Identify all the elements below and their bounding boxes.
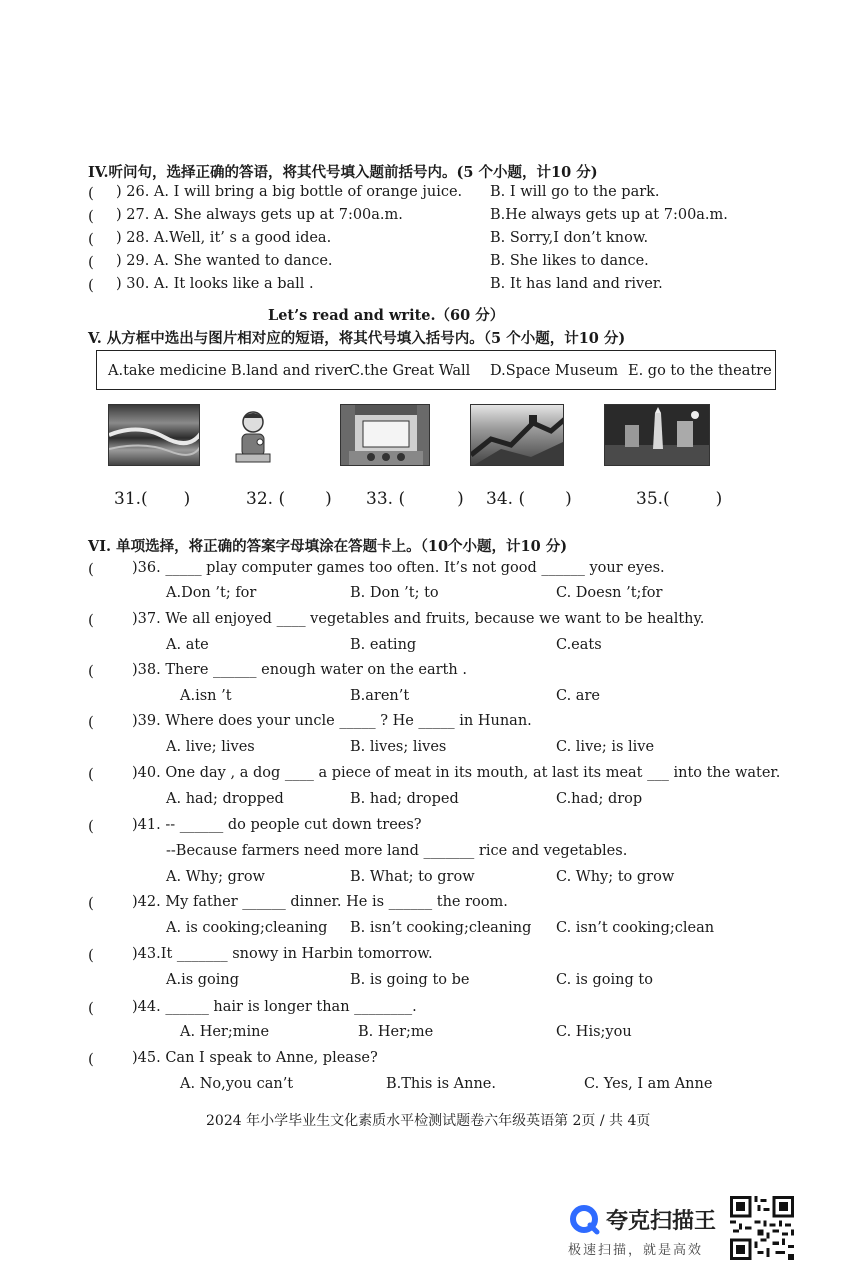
- phrase-option-d: D.Space Museum: [490, 363, 619, 379]
- question-38-option-a: A.isn ’t: [180, 688, 232, 704]
- answer-paren: (: [88, 713, 94, 731]
- question-45: )45. Can I speak to Anne, please?: [132, 1050, 378, 1066]
- phrase-option-a: A.take medicine: [108, 363, 227, 379]
- question-30: ) 30. A. It looks like a ball .: [116, 276, 314, 292]
- answer-paren: (: [88, 253, 94, 271]
- question-43-option-c: C. is going to: [556, 972, 653, 988]
- question-42-option-b: B. isn’t cooking;cleaning: [350, 920, 532, 936]
- question-40-option-c: C.had; drop: [556, 791, 643, 807]
- question-37-option-c: C.eats: [556, 637, 602, 653]
- answer-paren: (: [88, 276, 94, 294]
- question-43-option-b: B. is going to be: [350, 972, 470, 988]
- answer-paren: (: [88, 946, 94, 964]
- question-41-option-b: B. What; to grow: [350, 869, 475, 885]
- picture-the-great-wall: [470, 404, 564, 466]
- answer-32: 32. ( ): [246, 489, 332, 509]
- answer-paren: (: [88, 184, 94, 202]
- phrase-option-b: B.land and river: [231, 363, 350, 379]
- picture-take-medicine: [230, 404, 276, 466]
- answer-33: 33. ( ): [366, 489, 464, 509]
- answer-34: 34. ( ): [486, 489, 572, 509]
- question-29-option-b: B. She likes to dance.: [490, 253, 649, 269]
- question-38-option-c: C. are: [556, 688, 600, 704]
- question-42: )42. My father ______ dinner. He is ______ the room.: [132, 894, 508, 910]
- picture-space-museum: [604, 404, 710, 466]
- question-44-option-b: B. Her;me: [358, 1024, 434, 1040]
- question-38-option-b: B.aren’t: [350, 688, 410, 704]
- section-6-title: VI. 单项选择，将正确的答案字母填涂在答题卡上。（10个小题，计10 分): [88, 538, 568, 555]
- question-36-option-a: A.Don ’t; for: [166, 585, 257, 601]
- question-42-option-a: A. is cooking;cleaning: [166, 920, 328, 936]
- answer-paren: (: [88, 611, 94, 629]
- question-43-option-a: A.is going: [166, 972, 240, 988]
- question-36-option-c: C. Doesn ’t;for: [556, 585, 663, 601]
- question-37: )37. We all enjoyed ____ vegetables and fruits, because we want to be healthy.: [132, 611, 705, 627]
- question-41-response: --Because farmers need more land _______ rice and vegetables.: [166, 843, 628, 859]
- read-write-heading: Let’s read and write.（60 分）: [268, 307, 505, 324]
- answer-paren: (: [88, 894, 94, 912]
- question-41: )41. -- ______ do people cut down trees?: [132, 817, 422, 833]
- question-39: )39. Where does your uncle _____ ? He _____ in Hunan.: [132, 713, 532, 729]
- scanner-slogan: 极速扫描，就是高效: [568, 1243, 704, 1258]
- page-footer: 2024 年小学毕业生文化素质水平检测试题卷六年级英语第 2页 / 共 4页: [206, 1113, 651, 1129]
- question-28-option-b: B. Sorry,I don’t know.: [490, 230, 649, 246]
- answer-paren: (: [88, 560, 94, 578]
- question-40-option-b: B. had; droped: [350, 791, 459, 807]
- question-38: )38. There ______ enough water on the earth .: [132, 662, 467, 678]
- question-27-option-b: B.He always gets up at 7:00a.m.: [490, 207, 728, 223]
- question-44-option-a: A. Her;mine: [180, 1024, 270, 1040]
- answer-paren: (: [88, 662, 94, 680]
- question-45-option-b: B.This is Anne.: [386, 1076, 496, 1092]
- question-41-option-c: C. Why; to grow: [556, 869, 675, 885]
- answer-31: 31.( ): [114, 489, 191, 509]
- section-5-title: V. 从方框中选出与图片相对应的短语，将其代号填入括号内。（5 个小题，计10 分): [88, 330, 626, 347]
- phrase-box: [96, 350, 776, 390]
- section-4-title: IV.听问句，选择正确的答语，将其代号填入题前括号内。(5 个小题，计10 分): [88, 164, 598, 181]
- question-39-option-b: B. lives; lives: [350, 739, 447, 755]
- answer-paren: (: [88, 999, 94, 1017]
- question-36: )36. _____ play computer games too often. It’s not good ______ your eyes.: [132, 560, 665, 576]
- qr-code-icon: [730, 1196, 794, 1260]
- question-36-option-b: B. Don ’t; to: [350, 585, 439, 601]
- answer-paren: (: [88, 765, 94, 783]
- question-27: ) 27. A. She always gets up at 7:00a.m.: [116, 207, 403, 223]
- answer-paren: (: [88, 817, 94, 835]
- phrase-option-e: E. go to the theatre: [628, 363, 772, 379]
- question-26-option-b: B. I will go to the park.: [490, 184, 660, 200]
- question-37-option-b: B. eating: [350, 637, 417, 653]
- scanner-logo-icon: [568, 1203, 600, 1235]
- phrase-option-c: C.the Great Wall: [349, 363, 471, 379]
- question-44-option-c: C. His;you: [556, 1024, 632, 1040]
- answer-35: 35.( ): [636, 489, 723, 509]
- picture-go-to-the-theatre: [340, 404, 430, 466]
- question-45-option-c: C. Yes, I am Anne: [584, 1076, 713, 1092]
- question-45-option-a: A. No,you can’t: [180, 1076, 294, 1092]
- scanner-name: 夸克扫描王: [606, 1209, 717, 1234]
- question-26: ) 26. A. I will bring a big bottle of orange juice.: [116, 184, 463, 200]
- question-39-option-a: A. live; lives: [166, 739, 255, 755]
- question-37-option-a: A. ate: [166, 637, 209, 653]
- question-29: ) 29. A. She wanted to dance.: [116, 253, 333, 269]
- answer-paren: (: [88, 207, 94, 225]
- picture-land-and-river: [108, 404, 200, 466]
- question-44: )44. ______ hair is longer than ________.: [132, 999, 417, 1015]
- question-41-option-a: A. Why; grow: [166, 869, 265, 885]
- question-40-option-a: A. had; dropped: [166, 791, 284, 807]
- answer-paren: (: [88, 230, 94, 248]
- question-28: ) 28. A.Well, it’ s a good idea.: [116, 230, 332, 246]
- question-30-option-b: B. It has land and river.: [490, 276, 663, 292]
- question-42-option-c: C. isn’t cooking;clean: [556, 920, 715, 936]
- answer-paren: (: [88, 1050, 94, 1068]
- question-43: )43.It _______ snowy in Harbin tomorrow.: [132, 946, 433, 962]
- question-39-option-c: C. live; is live: [556, 739, 655, 755]
- question-40: )40. One day , a dog ____ a piece of meat in its mouth, at last its meat ___ into the water.: [132, 765, 781, 781]
